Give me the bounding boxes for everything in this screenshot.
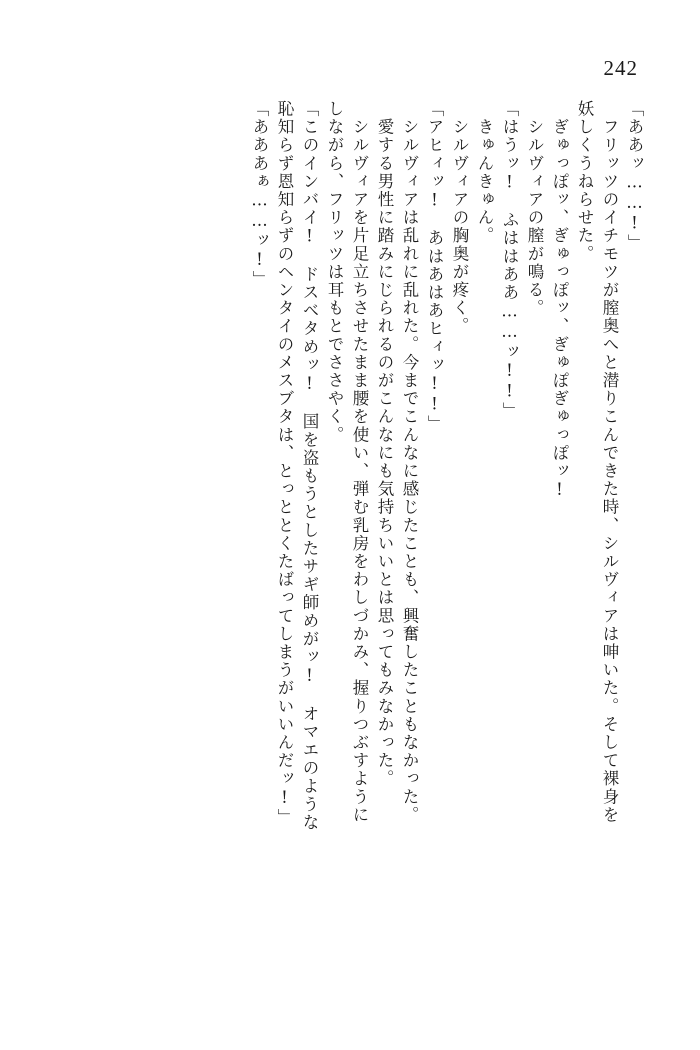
text-line: シルヴィアを片足立ちさせたまま腰を使い、弾む乳房をわしづかみ、握りつぶすように <box>350 100 369 824</box>
text-line: 恥知らず恩知らずのヘンタイのメスブタは、とっととくたばってしまうがいいんだッ!」 <box>275 100 294 827</box>
text-line: 「アヒィッ! あはあはあヒィッ!!」 <box>425 100 444 434</box>
text-line: シルヴィアの胸奥が疼く。 <box>450 100 469 336</box>
text-line: しながら、フリッツは耳もとでささやく。 <box>325 100 344 444</box>
text-line: 愛する男性に踏みにじられるのがこんなにも気持ちいいとは思ってもみなかった。 <box>375 100 394 788</box>
text-line: ぎゅっぽッ、ぎゅっぽッ、ぎゅぽぎゅっぽッ! <box>550 100 569 501</box>
vertical-text-block <box>70 100 642 990</box>
text-line: 妖しくうねらせた。 <box>575 100 594 263</box>
text-line: 「あああぁ……ッ!」 <box>250 100 269 289</box>
text-line: シルヴィアの膣が鳴る。 <box>525 100 544 318</box>
text-line: きゅんきゅん。 <box>475 100 494 245</box>
text-line: 「はうッ! ふははああ……ッ!!」 <box>500 100 519 421</box>
text-line: フリッツのイチモツが膣奥へと潜りこんできた時、シルヴィアは呻いた。そして裸身を <box>600 100 619 824</box>
text-line: 「ああッ……!」 <box>625 100 644 253</box>
page-number: 242 <box>603 56 638 80</box>
text-line: シルヴィアは乱れに乱れた。今までこんなに感じたことも、興奮したこともなかった。 <box>400 100 419 824</box>
text-line: 「このインバイ! ドスベタめッ! 国を盗もうとしたサギ師めがッ! オマエのような <box>300 100 319 832</box>
